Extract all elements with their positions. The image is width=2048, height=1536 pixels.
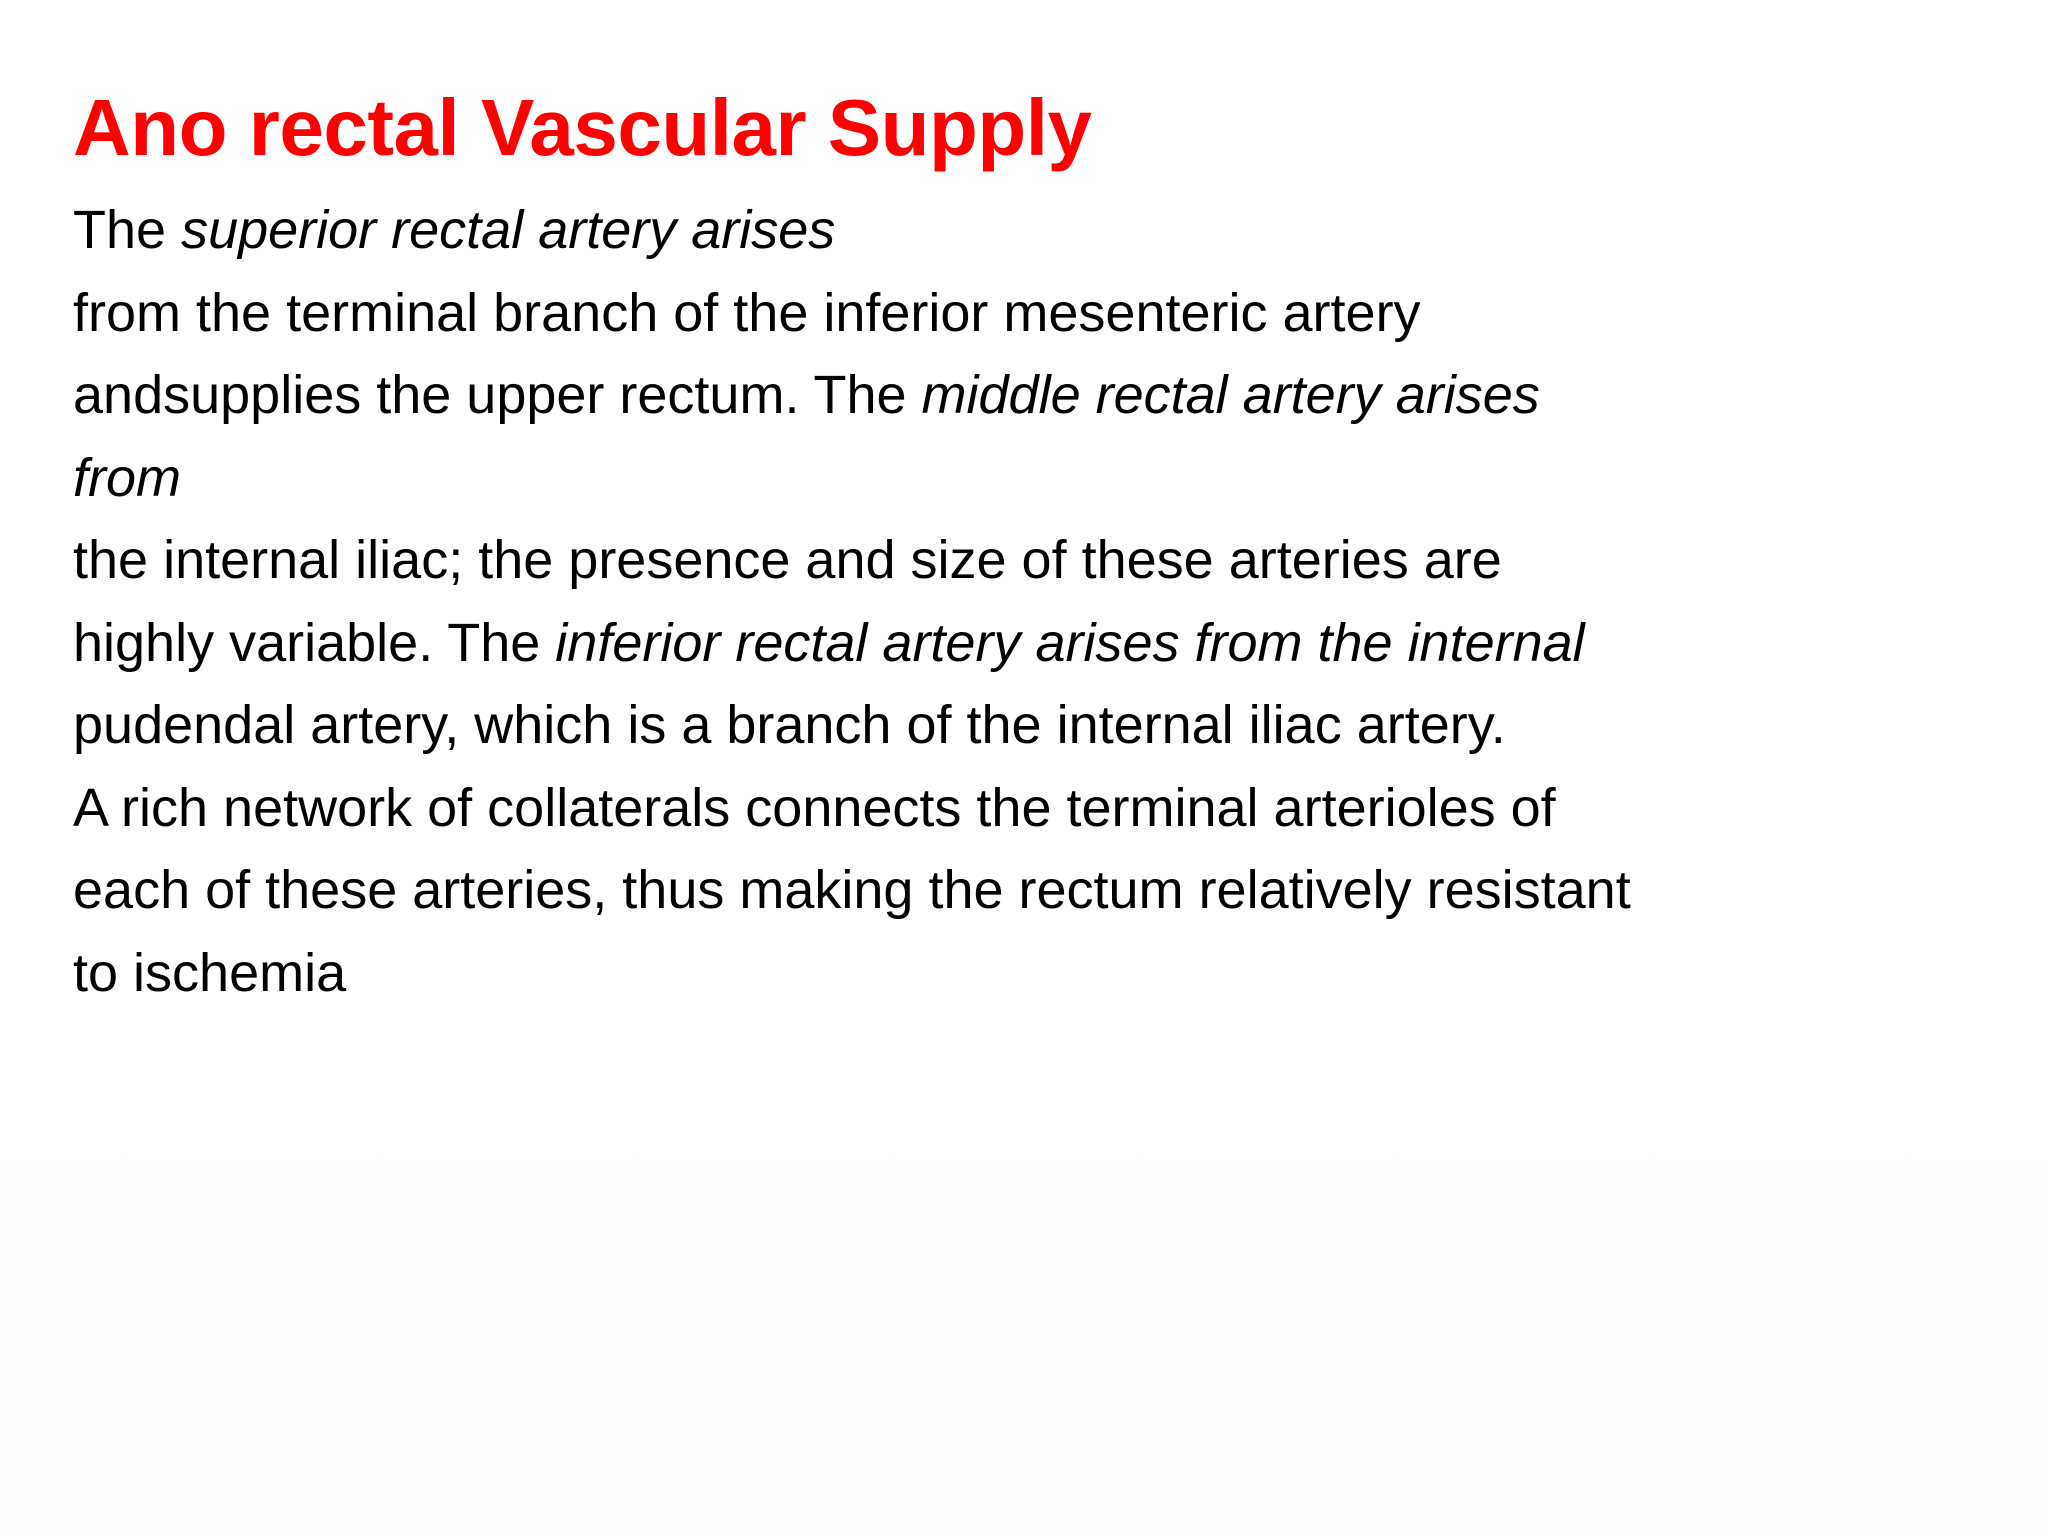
text-line bbox=[73, 437, 2003, 520]
text-run: A rich network of collaterals connects the terminal arterioles of bbox=[73, 777, 1556, 838]
text-line bbox=[73, 354, 2003, 437]
text-run: The bbox=[73, 200, 182, 260]
body-text bbox=[73, 189, 2003, 1014]
text-line bbox=[73, 932, 2003, 1015]
text-line bbox=[73, 272, 2003, 355]
text-run: to ischemia bbox=[73, 942, 347, 1003]
text-run: highly variable. The bbox=[73, 612, 556, 673]
slide-title: Ano rectal Vascular Supply bbox=[73, 83, 1092, 172]
text-line bbox=[73, 189, 2003, 272]
text-run: from the terminal branch of the inferior mesenteric artery bbox=[73, 282, 1421, 343]
text-run: andsupplies the upper rectum. The bbox=[73, 365, 922, 425]
text-line bbox=[73, 684, 2003, 767]
text-line bbox=[73, 849, 2003, 932]
text-run-italic: superior rectal artery arises bbox=[181, 200, 836, 260]
text-line bbox=[73, 519, 2003, 602]
text-run: pudendal artery, which is a branch of the internal iliac artery. bbox=[73, 695, 1506, 755]
text-run: each of these arteries, thus making the rectum relatively resistant bbox=[73, 860, 1631, 920]
text-line bbox=[73, 767, 2003, 850]
text-line bbox=[73, 602, 2003, 685]
text-run: the internal iliac; the presence and size of these arteries are bbox=[73, 530, 1502, 590]
text-run-italic: middle rectal artery arises bbox=[921, 365, 1540, 425]
text-run-italic: from bbox=[73, 447, 181, 508]
text-run-italic: inferior rectal artery arises from the internal bbox=[555, 612, 1585, 673]
